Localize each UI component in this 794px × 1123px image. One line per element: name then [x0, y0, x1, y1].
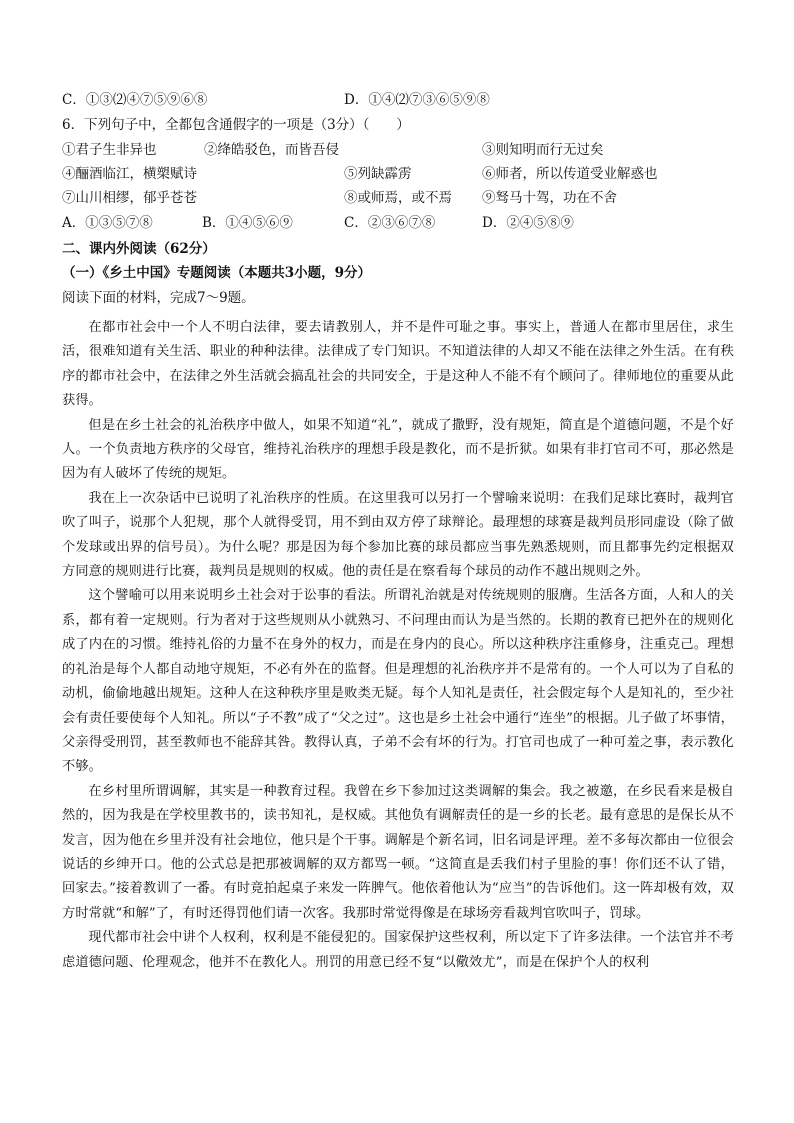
q6-item: ⑥师者，所以传道受业解惑也 — [482, 166, 658, 182]
q6-item: ⑤列缺霹雳 — [344, 166, 412, 182]
q6-choice-b[interactable]: B．①④⑤⑥⑨ — [202, 215, 293, 231]
passage-paragraph: 但是在乡土社会的礼治秩序中做人，如果不知道“礼”，就成了撒野，没有规矩，简直是个道德问题，不是个好人。一个负责地方秩序的父母官，维持礼治秩序的理想手段是教化，而不是折狱。如果有非打官司不可，那必然是因为有人破坏了传统的规矩。 — [62, 417, 734, 482]
reading-passage — [62, 316, 734, 975]
q6-choice-a[interactable]: A．①③⑤⑦⑧ — [62, 215, 153, 231]
q6-item: ④酾酒临江，横槊赋诗 — [62, 166, 197, 182]
q6-items-row-2 — [62, 164, 742, 184]
sub-section-heading: （一）《乡土中国》专题阅读（本题共3小题，9分） — [62, 265, 372, 281]
passage-paragraph: 我在上一次杂话中已说明了礼治秩序的性质。在这里我可以另打一个譬喻来说明：在我们足球比赛时，裁判官吹了叫子，说那个人犯规，那个人就得受罚，用不到由双方停了球辩论。最理想的球赛是裁判员形同虚设（除了做个发球或出界的信号员）。为什么呢？那是因为每个参加比赛的球员都应当事先熟悉规则，而且都事先约定根据双方同意的规则进行比赛，裁判员是规则的权威。他的责任是在察看每个球员的动作不越出规则之外。 — [62, 490, 734, 580]
q6-item: ⑨驽马十驾，功在不舍 — [482, 190, 617, 206]
q6-items-row-1 — [62, 140, 742, 160]
passage-paragraph: 这个譬喻可以用来说明乡土社会对于讼事的看法。所谓礼治就是对传统规则的服膺。生活各方面，人和人的关系，都有着一定规则。行为者对于这些规则从小就熟习、不问理由而认为是当然的。长期的教育已把外在的规则化成了内在的习惯。维持礼俗的力量不在身外的权力，而是在身内的良心。所以这种秩序注重修身，注重克己。理想的礼治是每个人都自动地守规矩，不必有外在的监督。但是理想的礼治秩序并不是常有的。一个人可以为了自私的动机，偷偷地越出规矩。这种人在这种秩序里是败类无疑。每个人知礼是责任，社会假定每个人是知礼的，至少社会有责任要使每个人知礼。所以“子不教”成了“父之过”。这也是乡土社会中通行“连坐”的根据。儿子做了坏事情，父亲得受刑罚，甚至教师也不能辞其咎。教得认真，子弟不会有坏的行为。打官司也成了一种可羞之事，表示教化不够。 — [62, 588, 734, 775]
passage-paragraph: 在乡村里所谓调解，其实是一种教育过程。我曾在乡下参加过这类调解的集会。我之被邀，在乡民看来是极自然的，因为我是在学校里教书的，读书知礼，是权威。其他负有调解责任的是一乡的长老。最有意思的是保长从不发言，因为他在乡里并没有社会地位，他只是个干事。调解是个新名词，旧名词是评理。差不多每次都由一位很会说话的乡绅开口。他的公式总是把那被调解的双方都骂一顿。“这简直是丢我们村子里脸的事！你们还不认了错，回家去。”接着教训了一番。有时竟拍起桌子来发一阵脾气。他依着他认为“应当”的告诉他们。这一阵却极有效，双方时常就“和解”了，有时还得罚他们请一次客。我那时常觉得像是在球场旁看裁判官吹叫子，罚球。 — [62, 783, 734, 921]
passage-paragraph: 现代都市社会中讲个人权利，权利是不能侵犯的。国家保护这些权利，所以定下了许多法律。一个法官并不考虑道德问题、伦理观念，他并不在教化人。刑罚的用意已经不复“以儆效尤”，而是在保护个人的权利 — [62, 930, 734, 970]
q6-item: ③则知明而行无过矣 — [482, 142, 604, 158]
q5-option-d[interactable]: D．①④⑵⑦③⑥⑤⑨⑧ — [344, 92, 490, 108]
q6-item: ⑧或师焉，或不焉 — [344, 190, 452, 206]
reading-instruction: 阅读下面的材料，完成7～9题。 — [62, 290, 255, 306]
q6-items-row-3 — [62, 188, 742, 208]
q6-choices-row — [62, 213, 742, 233]
q5-options-row — [62, 90, 742, 110]
q6-stem: 6．下列句子中，全都包含通假字的一项是（3分）（ ） — [62, 117, 410, 133]
q6-item: ①君子生非异也 — [62, 142, 157, 158]
passage-paragraph: 在都市社会中一个人不明白法律，要去请教别人，并不是件可耻之事。事实上，普通人在都市里居住，求生活，很难知道有关生活、职业的种种法律。法律成了专门知识。不知道法律的人却又不能在法律之外生活。在有秩序的都市社会中，在法律之外生活就会搞乱社会的共同安全，于是这种人不能不有个顾问了。律师地位的重要从此获得。 — [62, 320, 734, 409]
q6-choice-c[interactable]: C．②③⑥⑦⑧ — [344, 215, 436, 231]
q6-item: ②绛皓驳色，而皆吾侵 — [204, 142, 339, 158]
q5-option-c[interactable]: C．①③⑵④⑦⑤⑨⑥⑧ — [62, 92, 208, 108]
section-heading: 二、课内外阅读（62分） — [62, 241, 216, 257]
q6-choice-d[interactable]: D．②④⑤⑧⑨ — [482, 215, 574, 231]
q6-item: ⑦山川相缪，郁乎苍苍 — [62, 190, 197, 206]
